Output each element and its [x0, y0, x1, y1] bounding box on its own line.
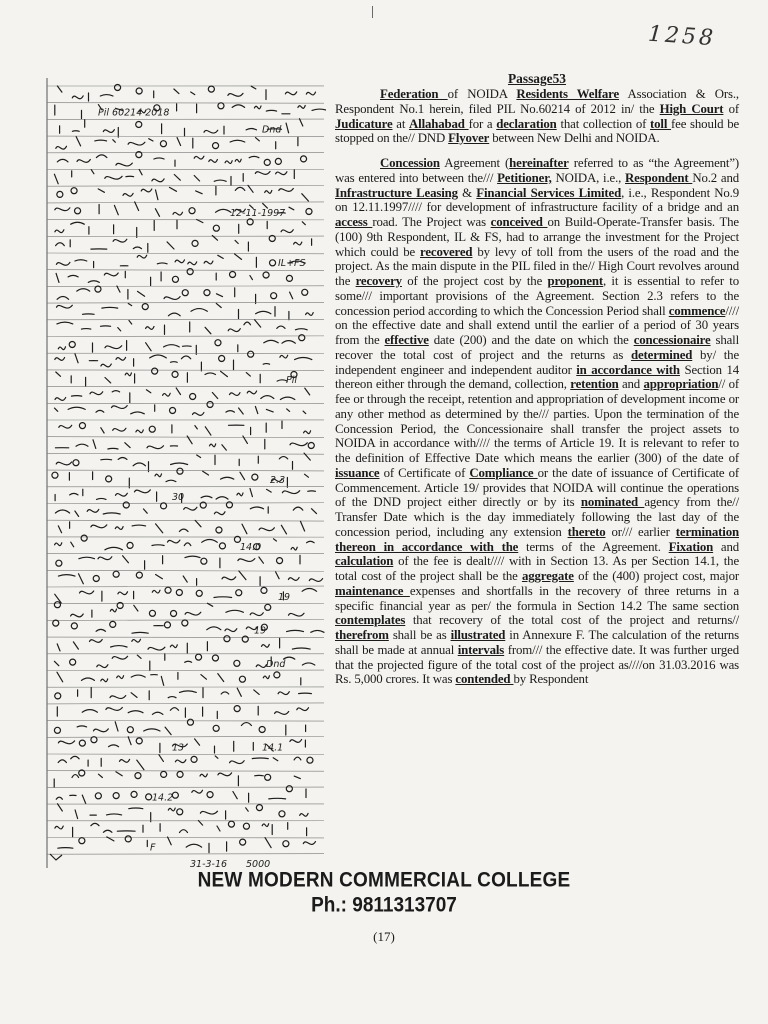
- notebook-ruled-line: [47, 453, 324, 454]
- highlighted-term: maintenance: [335, 583, 410, 598]
- highlighted-term: Residents Welfare: [516, 87, 620, 101]
- highlighted-term: thereto: [567, 524, 606, 539]
- passage-paragraph-2: [335, 156, 739, 687]
- passage-text: and: [713, 539, 740, 554]
- highlighted-term: proponent: [547, 274, 603, 288]
- highlighted-term: issuance: [335, 465, 380, 480]
- shorthand-note-text: Pil: [286, 374, 298, 386]
- shorthand-stroke: [54, 719, 305, 735]
- highlighted-term: Judicature: [335, 116, 393, 131]
- shorthand-stroke: [56, 137, 298, 149]
- shorthand-stroke: [55, 821, 307, 837]
- passage-text: of the project cost by the: [401, 274, 548, 288]
- passage-text: Association & Ors., Respondent No.1 herein, filed PIL No.60214 of 2012 in/ the: [335, 87, 739, 116]
- notebook-ruled-line: [47, 336, 324, 337]
- shorthand-stroke: [57, 85, 315, 101]
- notebook-ruled-line: [47, 470, 324, 471]
- shorthand-stroke: [55, 436, 314, 450]
- notebook-ruled-line: [47, 520, 324, 521]
- passage-text: terms of the Agreement.: [518, 539, 669, 554]
- shorthand-stroke: [59, 421, 311, 435]
- passage-text: of: [723, 101, 740, 116]
- highlighted-term: retention: [570, 377, 619, 392]
- shorthand-stroke: [57, 303, 314, 319]
- passage-text: from/// the effective date. It was further urged that the projected figure of the total cost of the project as////on 31.03.2016 was Rs. 5,000 crores. It was: [335, 642, 739, 687]
- passage-text: expenses and shortfalls in the recovery of three returns in a specific financial year as per/ the formula in Section 14.2 The same section: [335, 583, 739, 613]
- shorthand-stroke: [56, 269, 292, 286]
- shorthand-note-text: 19: [254, 625, 267, 637]
- shorthand-stroke: [56, 453, 310, 472]
- shorthand-stroke: [56, 786, 306, 804]
- shorthand-stroke: [57, 636, 310, 653]
- highlighted-term: therefrom: [335, 628, 389, 642]
- highlighted-term: termination thereon in accordance with the: [335, 524, 739, 554]
- shorthand-stroke: [55, 688, 312, 700]
- shorthand-note-text: 12-11-1997: [230, 207, 286, 219]
- highlighted-term: commence: [668, 303, 726, 318]
- passage-text: shall be as: [388, 628, 451, 642]
- notebook-ruled-line: [47, 185, 324, 186]
- highlighted-term: concessionaire: [633, 333, 711, 347]
- shorthand-stroke: [56, 236, 312, 253]
- passage-text: or the date of issuance of Certificate of Commencement. Article 19/ provides that NOIDA will continue the operations of the DND project either directly or by its: [335, 465, 739, 510]
- shorthand-stroke: [54, 770, 300, 787]
- notebook-ruled-line: [47, 503, 324, 504]
- passage-text: by levy of toll from the users of the road and the project. As the main dispute in the PIL filed in the// High Court revolves around the: [335, 244, 739, 288]
- passage-text: fee should be stopped on the// DND: [335, 116, 740, 146]
- highlighted-term: contemplates: [335, 613, 406, 628]
- highlighted-term: conceived: [490, 215, 548, 229]
- highlighted-term: nominated: [580, 495, 645, 510]
- shorthand-stroke: [58, 755, 313, 770]
- shorthand-stroke: [57, 320, 307, 335]
- highlighted-term: Federation: [380, 87, 448, 101]
- highlighted-term: recovered: [420, 244, 473, 259]
- passage-text: , i.e., Respondent No.9 on 12.11.1997//// for development of infrastructure facility of a bridge and an: [335, 185, 739, 215]
- shorthand-stroke: [53, 620, 324, 633]
- shorthand-stroke: [54, 602, 304, 617]
- shorthand-note-text: IL+FS: [278, 258, 306, 269]
- passage-text: , it is essential to refer to some/// important provisions of the Agreement. Section 2.3 refers to the concession period according to which the Concession Period shall: [335, 274, 739, 318]
- highlighted-term: appropriation: [643, 377, 719, 392]
- passage-text: agency from the// Transfer Date which is the day immediately following the last day of the concession period, including any extension: [335, 495, 739, 539]
- college-name: NEW MODERN COMMERCIAL COLLEGE: [197, 868, 571, 893]
- highlighted-term: Respondent: [625, 170, 693, 185]
- shorthand-stroke: [57, 152, 306, 167]
- passage-text: NOIDA, i.e.,: [551, 170, 626, 185]
- highlighted-term: Petitioner,: [497, 170, 552, 185]
- shorthand-stroke: [55, 219, 305, 238]
- shorthand-stroke: [56, 368, 297, 386]
- highlighted-term: hereinafter: [509, 156, 569, 170]
- passage-text: by/ the independent engineer and independent auditor: [335, 347, 740, 377]
- passage-text: Section 14 thereon either through the demand, collection,: [335, 362, 739, 392]
- highlighted-term: Financial Services Limited: [476, 185, 622, 200]
- highlighted-term: in accordance with: [576, 362, 680, 377]
- shorthand-note-text: 14.0: [240, 541, 262, 553]
- highlighted-term: access: [335, 215, 373, 229]
- shorthand-note-text: Dnd: [266, 658, 286, 670]
- notebook-ruled-line: [47, 703, 324, 704]
- shorthand-stroke: [55, 351, 312, 371]
- passage-text: of Certificate of: [379, 465, 470, 480]
- shorthand-stroke: [55, 103, 326, 119]
- highlighted-term: aggregate: [521, 569, 574, 583]
- shorthand-stroke: [50, 854, 62, 860]
- passage-text: No.2 and: [692, 170, 739, 185]
- shorthand-stroke: [57, 672, 301, 685]
- passage-text: // of fee or through the receipt, retention and appropriation of development income or any other method as determined by the/// parties. Upon the termination of the Concession Period, the Concessionaire shall transfer the project assets to NOIDA in accordance with//// the terms of Article 19. It is relevant to refer to the definition of Effective Date which means the earlier (300) of the date of: [335, 377, 739, 465]
- highlighted-term: illustrated: [450, 628, 506, 642]
- passage-text: of NOIDA: [447, 87, 517, 101]
- top-margin-mark: [372, 6, 373, 18]
- passage: [335, 71, 739, 687]
- passage-text: of the (400) project cost, major: [573, 569, 739, 583]
- shorthand-stroke: [55, 502, 316, 517]
- shorthand-note-text: Dnd: [262, 124, 282, 136]
- shorthand-notes-drawing: [40, 78, 326, 868]
- highlighted-term: toll: [650, 116, 672, 131]
- highlighted-term: High Court: [659, 101, 724, 116]
- highlighted-term: determined: [630, 347, 693, 362]
- notebook-ruled-line: [47, 437, 324, 438]
- shorthand-stroke: [57, 706, 308, 719]
- highlighted-term: Flyover: [448, 131, 490, 146]
- highlighted-term: Concession: [380, 156, 440, 170]
- highlighted-term: contended: [455, 672, 514, 687]
- highlighted-term: recovery: [355, 274, 402, 288]
- highlighted-term: effective: [384, 333, 429, 347]
- passage-text: on Build-Operate-Transfer basis. The (100) 9th Respondent, IL & FS, had to arrange the investment for the Project which could be: [335, 215, 739, 259]
- shorthand-note-text: 31-3-16: [190, 859, 228, 868]
- highlighted-term: declaration: [496, 116, 557, 131]
- passage-text: date (200) and the date on which the: [428, 333, 634, 347]
- shorthand-stroke: [58, 571, 322, 586]
- notebook-ruled-line: [47, 570, 324, 571]
- shorthand-notes-panel: [40, 78, 326, 868]
- notebook-ruled-line: [47, 771, 324, 772]
- passage-title: Passage53: [507, 71, 567, 86]
- shorthand-stroke: [56, 254, 305, 268]
- notebook-ruled-line: [47, 286, 324, 287]
- shorthand-note-text: 19: [278, 592, 291, 603]
- notebook-ruled-line: [47, 586, 324, 587]
- passage-text: shall recover the total cost of project and the returns as: [335, 333, 739, 362]
- notebook-ruled-line: [47, 302, 324, 303]
- highlighted-term: Fixation: [668, 539, 714, 554]
- passage-text: for a: [468, 116, 497, 131]
- page-number: (17): [373, 929, 395, 944]
- passage-text: by Respondent: [513, 672, 589, 687]
- passage-text: and: [618, 377, 644, 392]
- highlighted-term: Compliance: [469, 465, 538, 480]
- highlighted-term: Allahabad: [409, 116, 469, 131]
- shorthand-stroke: [57, 286, 308, 304]
- passage-text: referred to as “the Agreement”) was entered into between the///: [335, 156, 740, 185]
- passage-text: in Annexure F. The calculation of the returns shall be made at annual: [335, 628, 739, 657]
- passage-text: between New Delhi and NOIDA.: [489, 131, 660, 146]
- shorthand-stroke: [54, 170, 294, 186]
- passage-paragraph-1: [335, 87, 739, 146]
- highlighted-term: Infrastructure Leasing: [335, 185, 458, 200]
- passage-text: or/// earlier: [605, 524, 676, 539]
- notebook-ruled-line: [47, 270, 324, 271]
- shorthand-stroke: [58, 836, 316, 853]
- passage-text: that recovery of the total cost of the project and returns//: [405, 613, 739, 628]
- notebook-ruled-line: [47, 253, 324, 254]
- passage-text: at: [392, 116, 410, 131]
- shorthand-stroke: [55, 388, 310, 403]
- passage-text: &: [457, 185, 477, 200]
- notebook-ruled-line: [47, 319, 324, 320]
- shorthand-note-text: 14.2: [152, 792, 174, 804]
- shorthand-note-text: 5000: [246, 859, 271, 868]
- college-phone: Ph.: 9811313707: [311, 893, 457, 918]
- passage-text: Agreement (: [439, 156, 510, 170]
- shorthand-note-text: 14.1: [262, 742, 284, 754]
- notebook-ruled-line: [47, 202, 324, 203]
- passage-text: that collection of: [556, 116, 651, 131]
- passage-text: of the fee is dealt//// with in Section 13. As per Section 14.1, the total cost of the project shall be the: [335, 554, 739, 583]
- shorthand-stroke: [58, 520, 304, 534]
- shorthand-note-text: 2.3: [270, 475, 286, 487]
- passage-text: road. The Project was: [372, 215, 491, 229]
- shorthand-stroke: [57, 185, 309, 201]
- highlighted-term: calculation: [335, 554, 394, 569]
- shorthand-note-text: F: [150, 842, 156, 854]
- shorthand-stroke: [56, 555, 300, 569]
- shorthand-stroke: [58, 804, 309, 822]
- shorthand-note-text: 13: [172, 742, 185, 754]
- highlighted-term: intervals: [457, 642, 505, 657]
- handwritten-page-number: 1258: [647, 21, 717, 52]
- shorthand-note-text: Pil 60214 2018: [98, 107, 170, 119]
- passage-text: //// on the effective date and shall extend until the earlier of a period of 30 years from the: [335, 303, 739, 347]
- notebook-ruled-line: [47, 736, 324, 737]
- shorthand-stroke: [58, 335, 304, 355]
- shorthand-stroke: [55, 489, 315, 503]
- shorthand-note-text: 30: [172, 491, 185, 503]
